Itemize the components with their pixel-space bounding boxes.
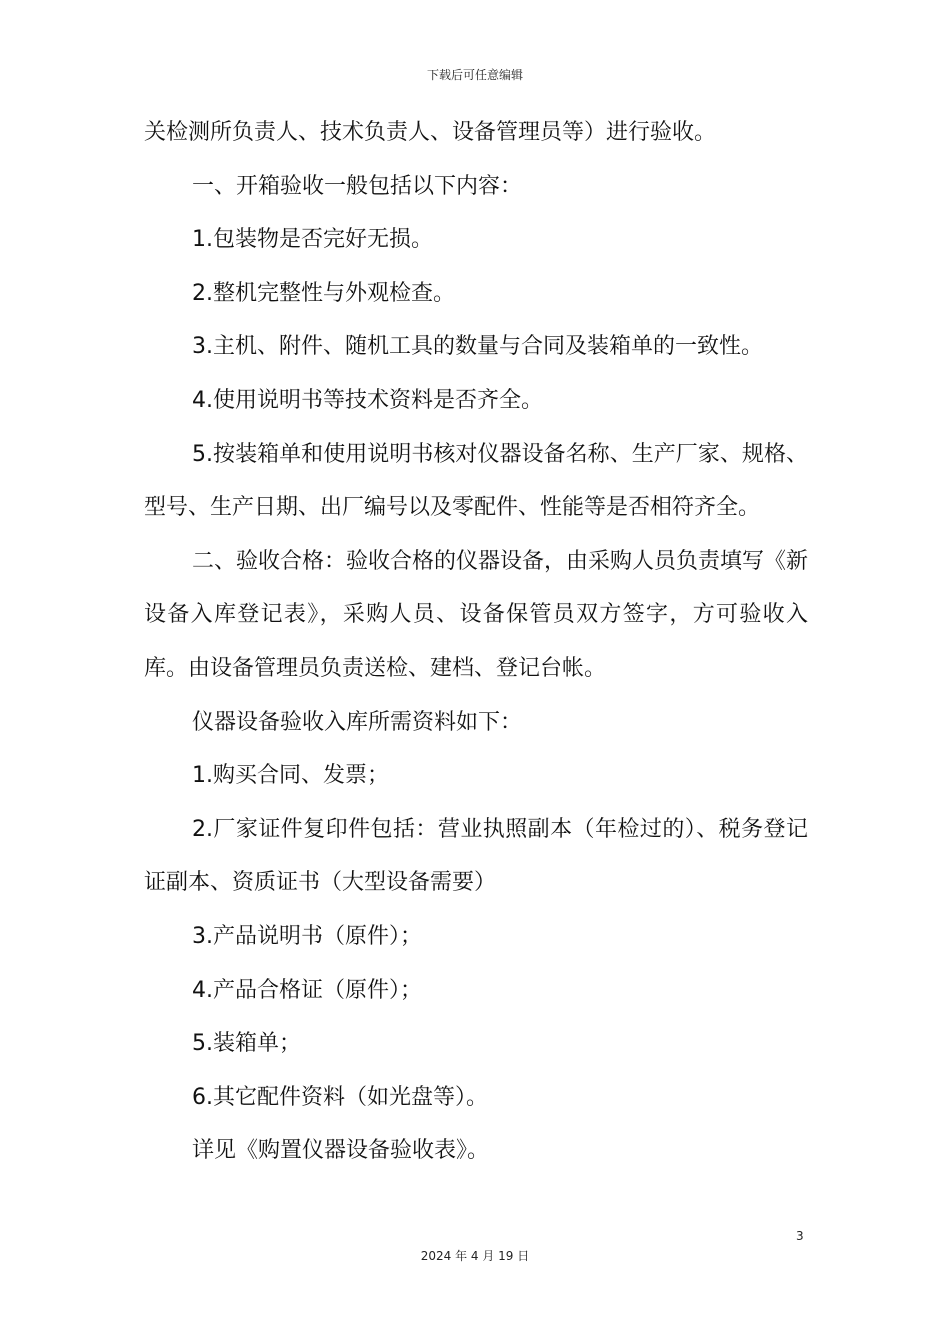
- paragraph: 4.使用说明书等技术资料是否齐全。: [192, 387, 543, 413]
- paragraph: 一、开箱验收一般包括以下内容：: [192, 173, 523, 199]
- paragraph: 详见《购置仪器设备验收表》。: [192, 1138, 490, 1164]
- paragraph: 6.其它配件资料（如光盘等）。: [192, 1084, 488, 1110]
- footer-date: 2024 年 4 月 19 日: [420, 1249, 530, 1263]
- paragraph: 3.主机、附件、随机工具的数量与合同及装箱单的一致性。: [192, 334, 763, 360]
- paragraph: 二、验收合格：验收合格的仪器设备，由采购人员负责填写《新设备入库登记表》，采购人员、设备保管员双方签字，方可验收入库。由设备管理员负责送检、建档、登记台帐。: [144, 548, 809, 681]
- paragraph: 5.按装箱单和使用说明书核对仪器设备名称、生产厂家、规格、型号、生产日期、出厂编号以及零配件、性能等是否相符齐全。: [144, 441, 808, 521]
- paragraph: 2.整机完整性与外观检查。: [192, 280, 455, 306]
- page-number: 3: [796, 1229, 804, 1243]
- paragraph: 3.产品说明书（原件）；: [192, 923, 422, 949]
- paragraph: 1.包装物是否完好无损。: [192, 227, 433, 253]
- paragraph: 4.产品合格证（原件）；: [192, 977, 422, 1003]
- header-note: 下载后可任意编辑: [426, 68, 523, 82]
- paragraph: 5.装箱单；: [192, 1031, 301, 1057]
- document-body: [144, 106, 808, 1178]
- paragraph: 1.购买合同、发票；: [192, 763, 389, 789]
- paragraph: 关检测所负责人、技术负责人、设备管理员等）进行验收。: [144, 120, 717, 145]
- paragraph: 2.厂家证件复印件包括：营业执照副本（年检过的）、税务登记证副本、资质证书（大型设备需要）: [144, 816, 808, 896]
- paragraph: 仪器设备验收入库所需资料如下：: [192, 709, 523, 735]
